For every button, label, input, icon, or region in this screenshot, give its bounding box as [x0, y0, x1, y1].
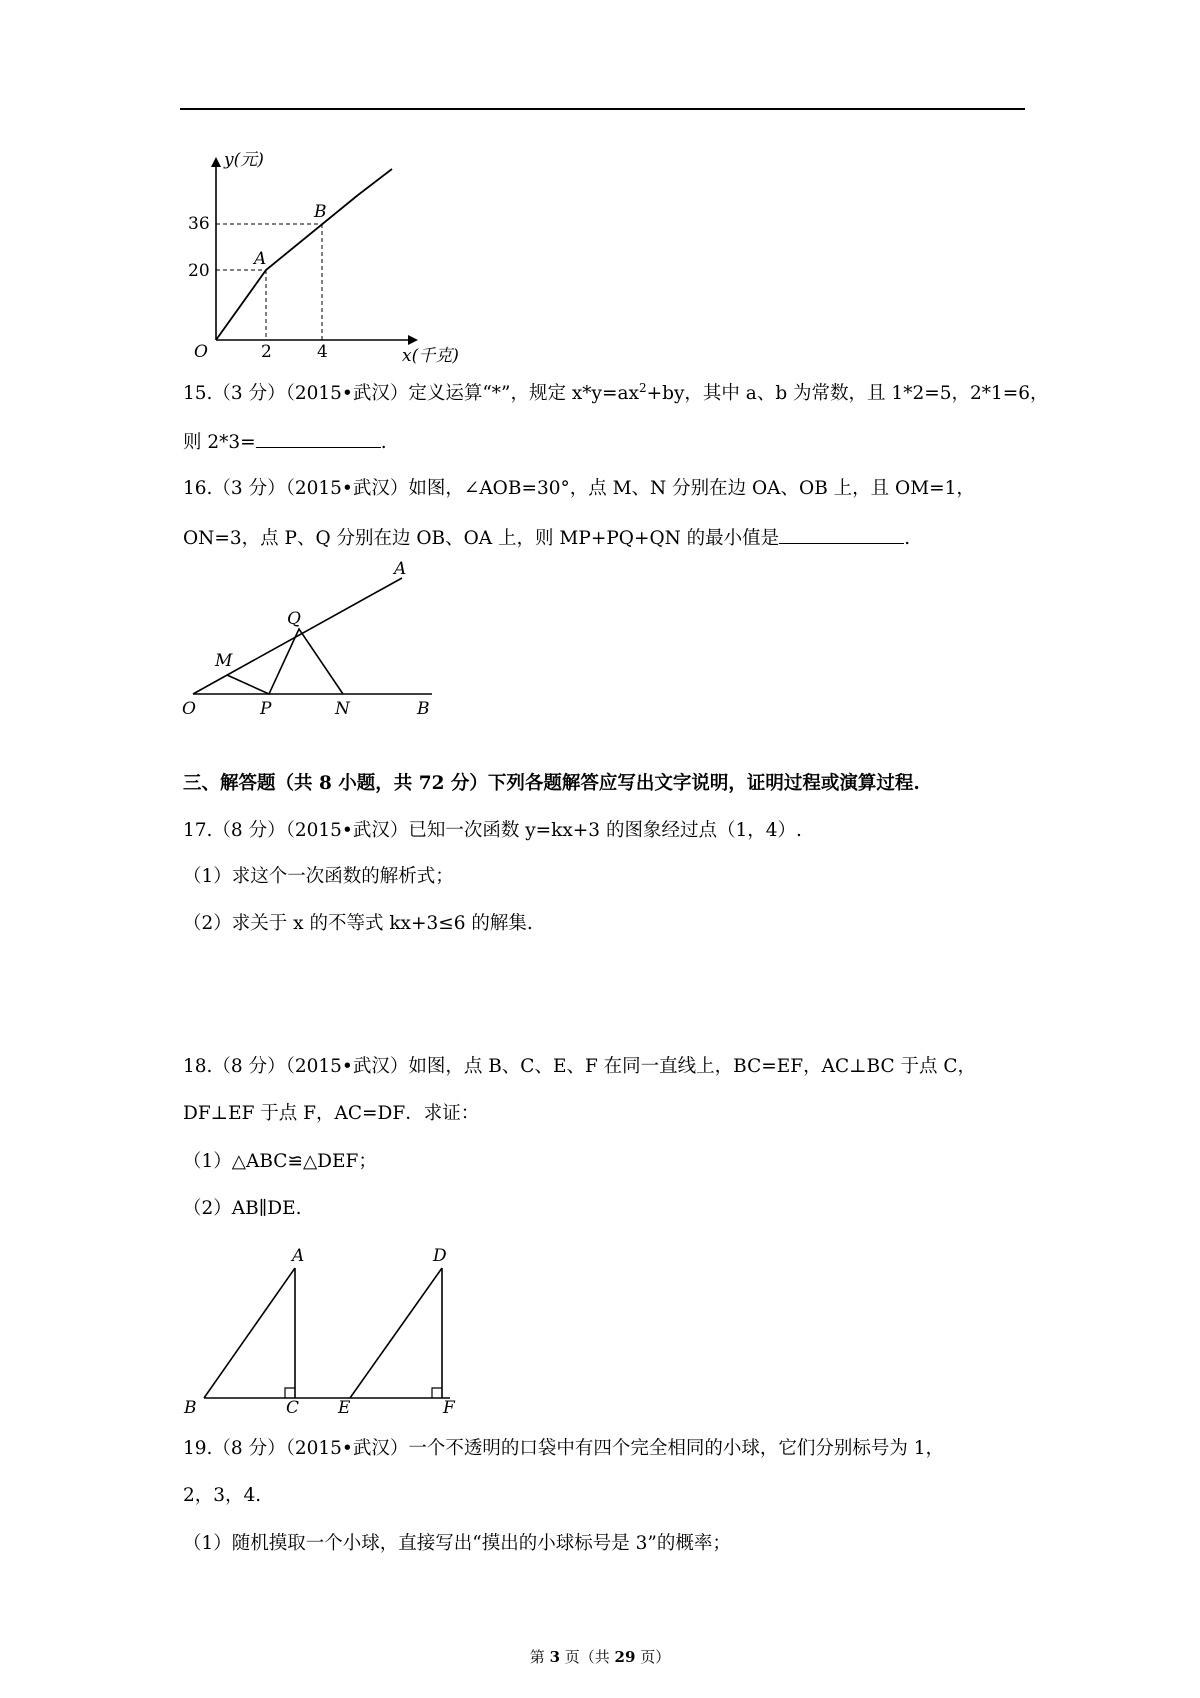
fig3-label-c: C [286, 1398, 300, 1418]
q16-answer-blank[interactable] [779, 527, 904, 544]
section-3-heading: 三、解答题（共 8 小题，共 72 分）下列各题解答应写出文字说明，证明过程或演算过程. [183, 773, 920, 794]
q19-line1: 19.（8 分）（2015•武汉）一个不透明的口袋中有四个完全相同的小球，它们分别标号为 1， [183, 1438, 944, 1459]
point-b-label: B [314, 202, 327, 222]
q15-superscript: 2 [638, 380, 647, 395]
x-tick-2: 2 [261, 342, 272, 362]
q19-line2: 2，3，4. [183, 1485, 262, 1506]
q15-line2 [183, 431, 387, 453]
fig3-label-f: F [443, 1398, 455, 1418]
q18-part1: （1）△ABC≌△DEF； [183, 1151, 377, 1172]
origin-label: O [194, 342, 208, 362]
q18-line1: 18.（8 分）（2015•武汉）如图，点 B、C、E、F 在同一直线上，BC=EF，AC⊥BC 于点 C， [183, 1056, 977, 1077]
q16-line1: 16.（3 分）（2015•武汉）如图，∠AOB=30°，点 M、N 分别在边 OA、OB 上，且 OM=1， [183, 478, 975, 499]
fig2-label-n: N [335, 699, 350, 719]
q15-line1 [183, 380, 1049, 404]
q18-line2: DF⊥EF 于点 F，AC=DF．求证： [183, 1103, 480, 1124]
q15-text-d: . [380, 432, 387, 453]
q17-part1: （1）求这个一次函数的解析式； [183, 866, 454, 887]
page-footer [0, 1646, 1200, 1667]
y-tick-20: 20 [188, 261, 210, 281]
q17-part2: （2）求关于 x 的不等式 kx+3≤6 的解集. [183, 913, 533, 934]
q15-text-b: +by，其中 a、b 为常数，且 1*2=5，2*1=6， [646, 383, 1049, 404]
q15-text-a: 15.（3 分）（2015•武汉）定义运算“*”，规定 x*y=ax [183, 383, 639, 404]
fig2-label-m: M [215, 651, 233, 671]
fig2-label-o: O [182, 699, 196, 719]
fig3-label-e: E [338, 1398, 351, 1418]
y-axis-label: y(元) [224, 150, 264, 170]
q19-part1: （1）随机摸取一个小球，直接写出“摸出的小球标号是 3”的概率； [183, 1533, 731, 1554]
q16-text-a: ON=3，点 P、Q 分别在边 OB、OA 上，则 MP+PQ+QN 的最小值是 [183, 528, 780, 549]
y-tick-36: 36 [188, 214, 210, 234]
fig3-label-b: B [184, 1398, 197, 1418]
price-weight-graph [180, 150, 500, 366]
fig2-label-p: P [260, 699, 272, 719]
q16-line2 [183, 527, 910, 549]
fig3-label-d: D [433, 1246, 447, 1266]
fig2-label-b: B [417, 699, 430, 719]
two-triangles-figure [180, 1245, 480, 1425]
header-rule [180, 108, 1025, 110]
x-tick-4: 4 [317, 342, 328, 362]
fig2-label-q: Q [287, 609, 301, 629]
q17-stem: 17.（8 分）（2015•武汉）已知一次函数 y=kx+3 的图象经过点（1，4）. [183, 820, 802, 841]
footer-text-c: 页） [635, 1648, 671, 1666]
point-a-label: A [254, 249, 267, 269]
q15-answer-blank[interactable] [256, 431, 381, 448]
fig3-label-a: A [292, 1246, 305, 1266]
q18-part2: （2）AB∥DE. [183, 1198, 302, 1219]
fig2-label-a: A [394, 559, 407, 579]
footer-page-number: 3 [549, 1648, 560, 1666]
x-axis-label: x(千克) [402, 346, 459, 366]
q15-text-c: 则 2*3= [183, 432, 256, 453]
angle-aob-figure [180, 558, 450, 728]
footer-text-b: 页（共 [560, 1648, 615, 1666]
footer-text-a: 第 [529, 1648, 550, 1666]
footer-total-pages: 29 [614, 1648, 636, 1666]
q16-text-b: . [904, 528, 911, 549]
